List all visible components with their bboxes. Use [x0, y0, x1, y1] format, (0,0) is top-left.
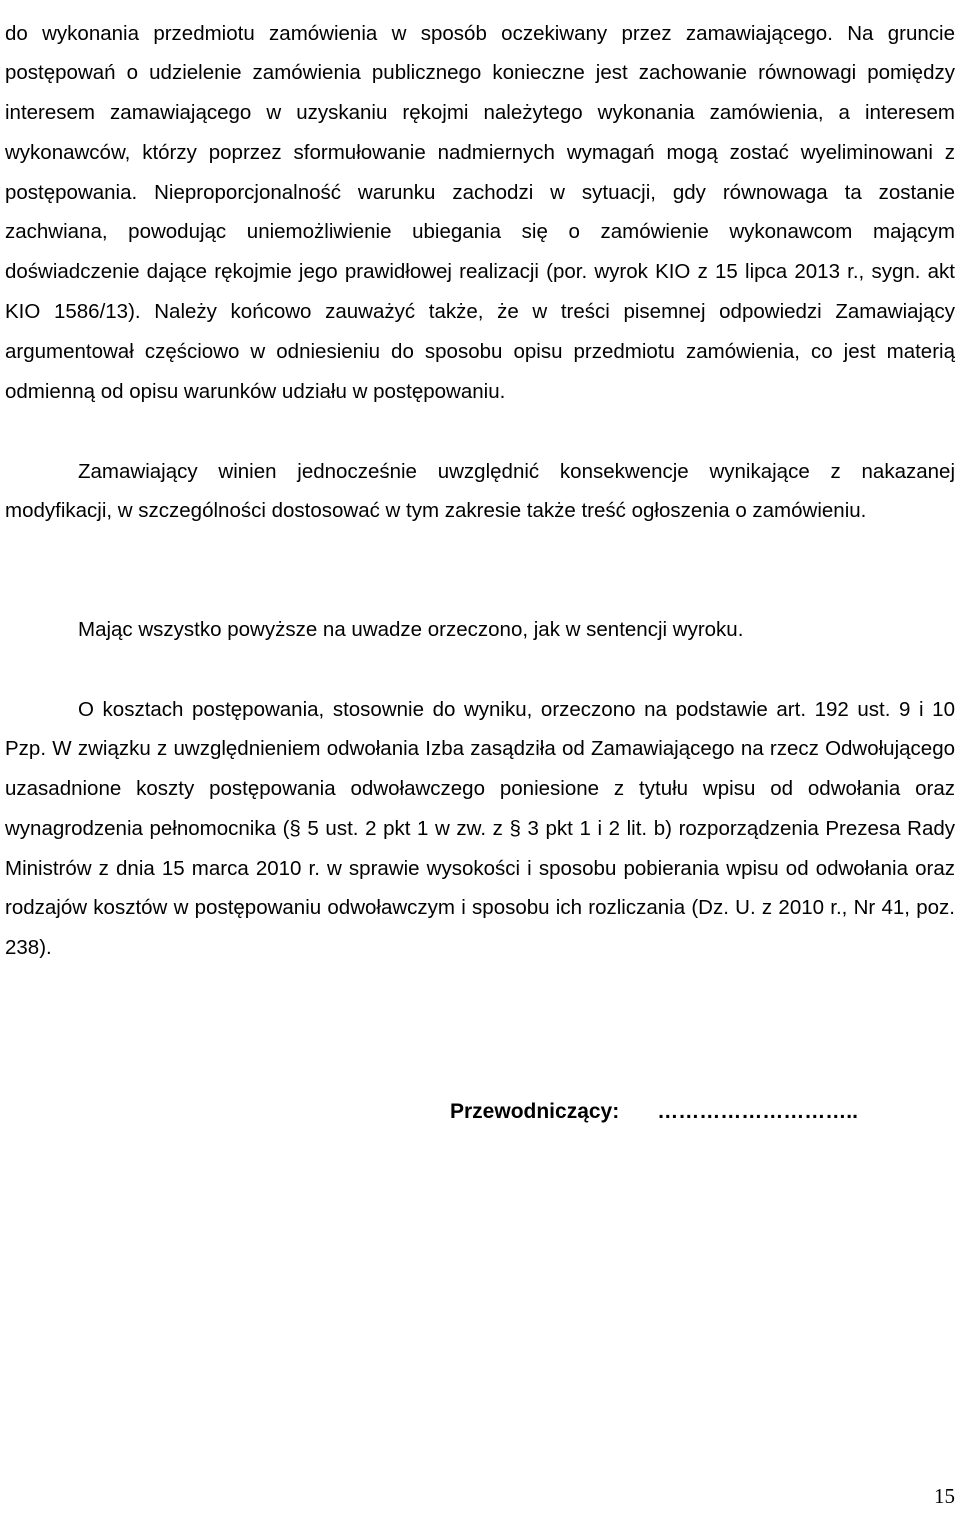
paragraph-costs: O kosztach postępowania, stosownie do wyniku, orzeczono na podstawie art. 192 ust. 9 i 10 Pzp. W związku z uwzględnieniem odwołania Izba zasądziła od Zamawiającego na rzecz Odwołującego uzasadnione koszty postępowania odwoławczego poniesione z tytułu wpisu od odwołania oraz wynagrodzenia pełnomocnika (§ 5 ust. 2 pkt 1 w zw. z § 3 pkt 1 i 2 lit. b) rozporządzenia Prezesa Rady Ministrów z dnia 15 marca 2010 r. w sprawie wysokości i sposobu pobierania wpisu od odwołania oraz rodzajów kosztów w postępowaniu odwoławczym i sposobu ich rozliczania (Dz. U. z 2010 r., Nr 41, poz. 238).: [5, 697, 955, 960]
page-number: 15: [934, 1484, 955, 1508]
signature-label: Przewodniczący:: [450, 1100, 620, 1123]
signature-line: [450, 1096, 858, 1128]
paragraph-ruling-statement: Mając wszystko powyższe na uwadze orzeczono, jak w sentencji wyroku.: [78, 617, 744, 641]
signature-dots: ………………………..: [657, 1100, 858, 1123]
paragraph-modification-consequences: Zamawiający winien jednocześnie uwzględnić konsekwencje wynikające z nakazanej modyfikacji, w szczególności dostosować w tym zakresie także treść ogłoszenia o zamówieniu.: [5, 459, 955, 523]
paragraph-reasoning-continuation: do wykonania przedmiotu zamówienia w sposób oczekiwany przez zamawiającego. Na gruncie postępowań o udzielenie zamówienia publicznego konieczne jest zachowanie równowagi pomiędzy interesem zamawiającego w uzyskaniu rękojmi należytego wykonania zamówienia, a interesem wykonawców, którzy poprzez sformułowanie nadmiernych wymagań mogą zostać wyeliminowani z postępowania. Nieproporcjonalność warunku zachodzi w sytuacji, gdy równowaga ta zostanie zachwiana, powodując uniemożliwienie ubiegania się o zamówienie wykonawcom mającym doświadczenie dające rękojmie jego prawidłowej realizacji (por. wyrok KIO z 15 lipca 2013 r., sygn. akt KIO 1586/13). Należy końcowo zauważyć także, że w treści pisemnej odpowiedzi Zamawiający argumentował częściowo w odniesieniu do sposobu opisu przedmiotu zamówienia, co jest materią odmienną od opisu warunków udziału w postępowaniu.: [5, 21, 955, 403]
